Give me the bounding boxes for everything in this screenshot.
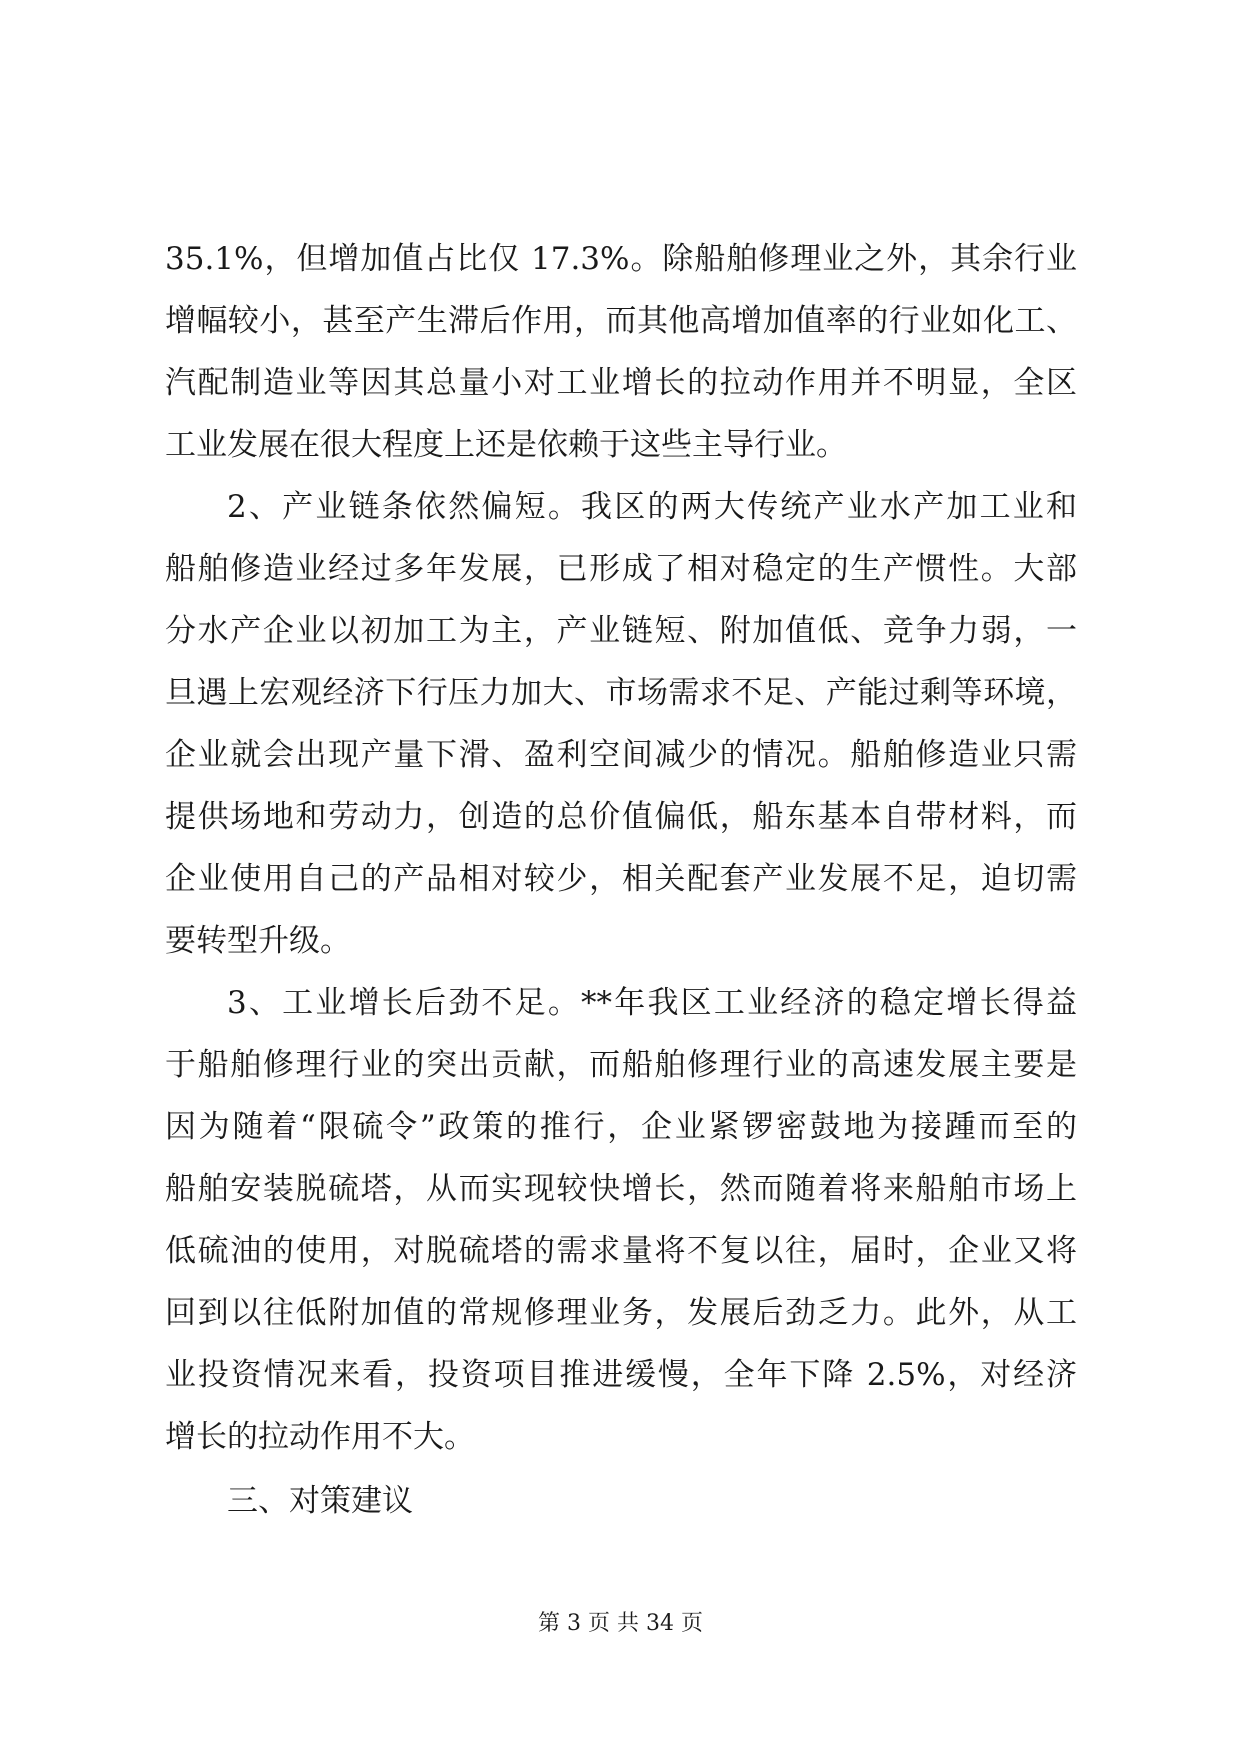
text-line: 3、工业增长后劲不足。**年我区工业经济的稳定增长得益 [227, 985, 1077, 1021]
text-line: 分水产企业以初加工为主，产业链短、附加值低、竞争力弱，一 [165, 613, 1077, 649]
text-line: 要转型升级。 [165, 923, 351, 959]
text-line: 工业发展在很大程度上还是依赖于这些主导行业。 [165, 427, 847, 463]
text-line: 于船舶修理行业的突出贡献，而船舶修理行业的高速发展主要是 [165, 1047, 1077, 1083]
text-line: 因为随着“限硫令”政策的推行，企业紧锣密鼓地为接踵而至的 [165, 1109, 1077, 1145]
text-line: 增长的拉动作用不大。 [165, 1419, 475, 1455]
text-line: 35.1%，但增加值占比仅 17.3%。除船舶修理业之外，其余行业 [165, 241, 1077, 277]
paragraph-2 [165, 476, 1077, 972]
body-text [165, 228, 1077, 1468]
text-line: 低硫油的使用，对脱硫塔的需求量将不复以往，届时，企业又将 [165, 1233, 1077, 1269]
text-line: 船舶安装脱硫塔，从而实现较快增长，然而随着将来船舶市场上 [165, 1171, 1077, 1207]
page-number-footer: 第 3 页 共 34 页 [538, 1611, 703, 1636]
section-heading: 三、对策建议 [227, 1483, 413, 1519]
text-line: 提供场地和劳动力，创造的总价值偏低，船东基本自带材料，而 [165, 799, 1077, 835]
text-line: 旦遇上宏观经济下行压力加大、市场需求不足、产能过剩等环境， [165, 675, 1077, 711]
text-line: 企业使用自己的产品相对较少，相关配套产业发展不足，迫切需 [165, 861, 1077, 897]
text-line: 增幅较小，甚至产生滞后作用，而其他高增加值率的行业如化工、 [165, 303, 1077, 339]
text-line: 船舶修造业经过多年发展，已形成了相对稳定的生产惯性。大部 [165, 551, 1077, 587]
paragraph-3 [165, 972, 1077, 1468]
text-line: 业投资情况来看，投资项目推进缓慢，全年下降 2.5%，对经济 [165, 1357, 1077, 1393]
text-line: 2、产业链条依然偏短。我区的两大传统产业水产加工业和 [227, 489, 1077, 525]
text-line: 汽配制造业等因其总量小对工业增长的拉动作用并不明显，全区 [165, 365, 1077, 401]
text-line: 企业就会出现产量下滑、盈利空间减少的情况。船舶修造业只需 [165, 737, 1077, 773]
text-line: 回到以往低附加值的常规修理业务，发展后劲乏力。此外，从工 [165, 1295, 1077, 1331]
paragraph-1 [165, 228, 1077, 476]
